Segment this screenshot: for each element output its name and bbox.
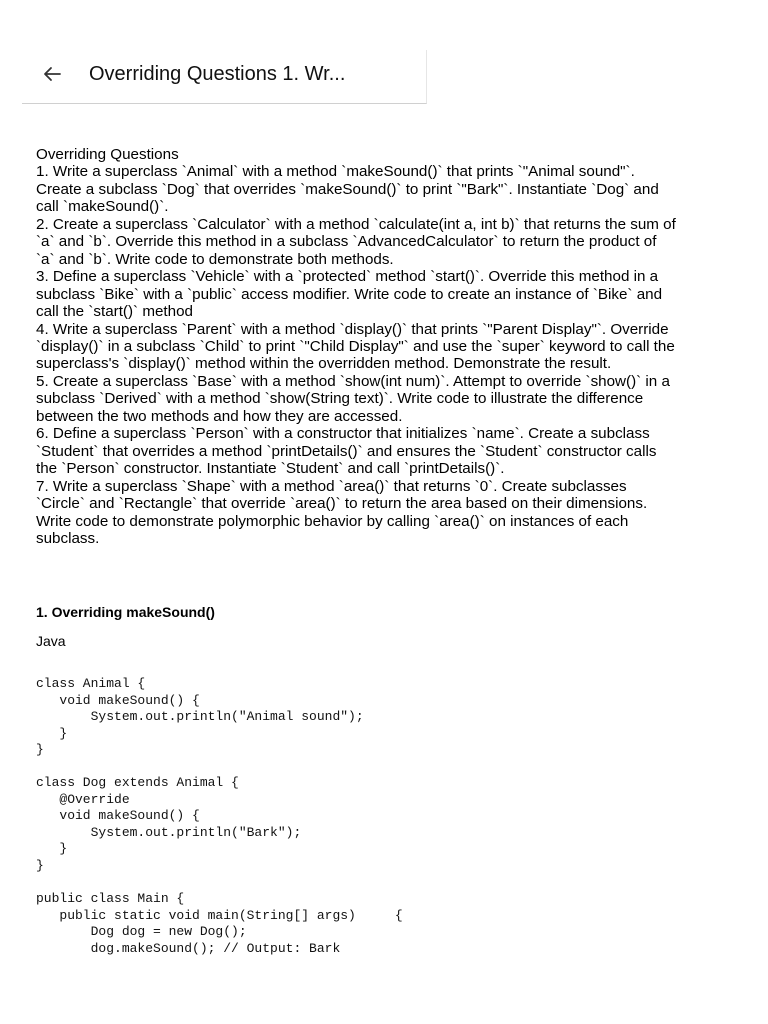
text-line: `display()` in a subclass `Child` to print `"Child Display"` and use the `super` keyword to call the	[36, 337, 675, 355]
text-line: subclass `Derived` with a method `show(String text)`. Write code to illustrate the difference	[36, 390, 644, 408]
text-line: call `makeSound()`.	[36, 198, 169, 216]
text-line: subclass `Bike` with a `public` access modifier. Write code to create an instance of `Bike` and	[36, 285, 663, 303]
text-line: 2. Create a superclass `Calculator` with a method `calculate(int a, int b)` that returns the sum of	[36, 215, 676, 233]
page-title: Overriding Questions 1. Wr...	[89, 63, 346, 85]
section-heading: 1. Overriding makeSound()	[36, 604, 215, 620]
text-line: 1. Write a superclass `Animal` with a method `makeSound()` that prints `"Animal sound"`.	[36, 163, 635, 181]
code-block: class Animal { void makeSound() { System.out.println("Animal sound"); } } class Dog extends Animal { @Override void makeSound() { System.out.println("Bark"); } } public class Main { public static void main(String[] args) { Dog dog = new Dog(); dog.makeSound(); // Output: Bark	[36, 676, 403, 956]
top-app-bar	[22, 50, 427, 104]
text-line: `Circle` and `Rectangle` that override `area()` to return the area based on their dimensions.	[36, 495, 648, 513]
code-language-label: Java	[36, 633, 66, 649]
back-button[interactable]	[40, 62, 64, 86]
text-line: superclass's `display()` method within the overridden method. Demonstrate the result.	[36, 355, 612, 373]
text-line: the `Person` constructor. Instantiate `Student` and call `printDetails()`.	[36, 460, 505, 478]
text-line: `Student` that overrides a method `printDetails()` and ensures the `Student` constructor calls	[36, 442, 657, 460]
text-line: 5. Create a superclass `Base` with a method `show(int num)`. Attempt to override `show()` in a	[36, 372, 670, 390]
text-line: 4. Write a superclass `Parent` with a method `display()` that prints `"Parent Display"`. Override	[36, 320, 669, 338]
arrow-left-icon	[40, 62, 64, 86]
text-line: `a` and `b`. Override this method in a subclass `AdvancedCalculator` to return the product of	[36, 233, 657, 251]
questions-text	[36, 146, 738, 547]
text-line: Create a subclass `Dog` that overrides `makeSound()` to print `"Bark"`. Instantiate `Dog` and	[36, 180, 659, 198]
text-line: `a` and `b`. Write code to demonstrate both methods.	[36, 250, 394, 268]
text-line: 6. Define a superclass `Person` with a constructor that initializes `name`. Create a subclass	[36, 425, 650, 443]
text-line: Write code to demonstrate polymorphic behavior by calling `area()` on instances of each	[36, 512, 629, 530]
text-line: call the `start()` method	[36, 303, 193, 321]
text-line: subclass.	[36, 529, 100, 547]
text-line: between the two methods and how they are accessed.	[36, 407, 403, 425]
text-line: 7. Write a superclass `Shape` with a method `area()` that returns `0`. Create subclasses	[36, 477, 627, 495]
text-line: 3. Define a superclass `Vehicle` with a `protected` method `start()`. Override this method in a	[36, 268, 659, 286]
text-line: Overriding Questions	[36, 146, 179, 163]
